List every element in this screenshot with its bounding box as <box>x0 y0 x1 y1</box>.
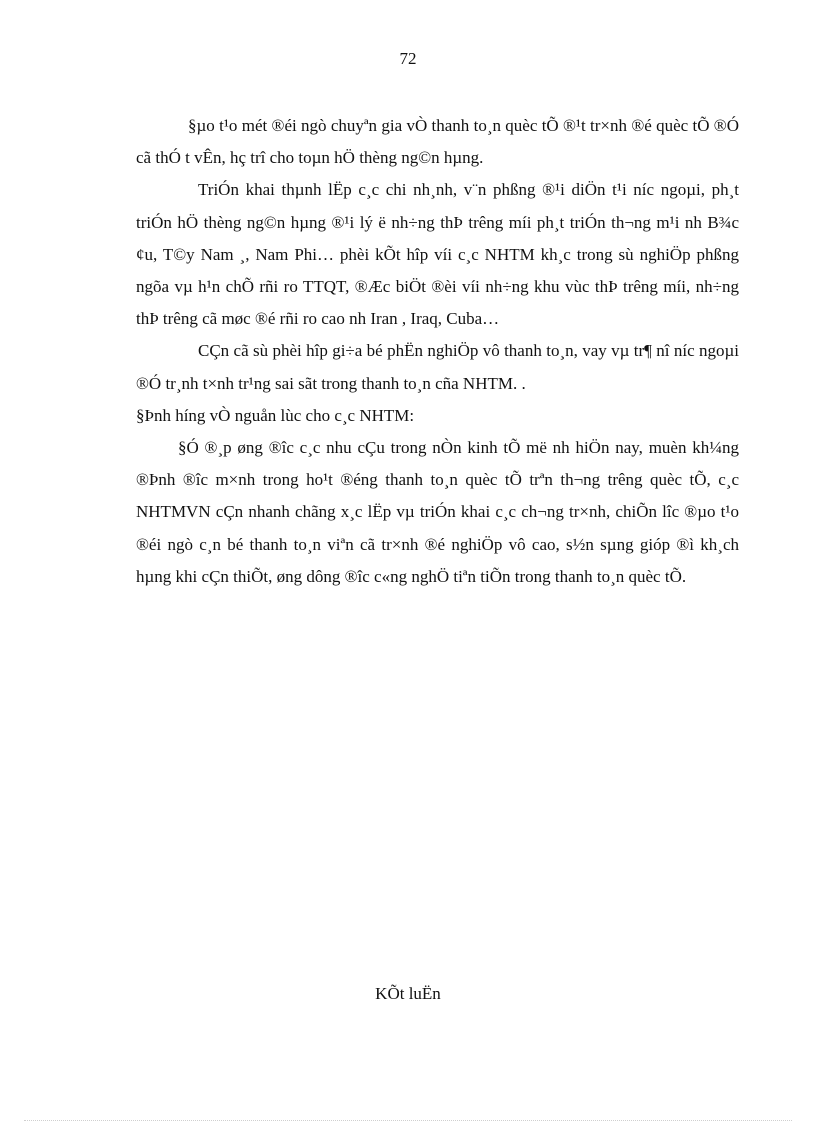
paragraph-resources: §Ó ®¸p øng ®îc c¸c nhu cÇu trong nÒn kinh tÕ më nh hiÖn nay, muèn kh¼ng ®Þnh ®îc m×nh trong ho¹t ®éng thanh to¸n quèc tÕ trªn th¬ng trêng quèc tÕ, c¸c NHTMVN cÇn nhanh chãng x¸c lËp vµ triÓn khai c¸c ch¬ng tr×nh, chiÕn lîc ®µo t¹o ®éi ngò c¸n bé thanh to¸n viªn cã tr×nh ®é nghiÖp vô cao, s½n sµng gióp ®ì kh¸ch hµng khi cÇn thiÕt, øng dông ®îc c«ng nghÖ tiªn tiÕn trong thanh to¸n quèc tÕ. <box>136 438 739 586</box>
paragraph-training: §µo t¹o mét ®éi ngò chuyªn gia vÒ thanh to¸n quèc tÕ ®¹t tr×nh ®é quèc tÕ ®Ó cã thÓ t vÊn, hç trî cho toµn hÖ thèng ng©n hµng. <box>136 116 739 168</box>
paragraph-resource-heading: §Þnh híng vÒ nguån lùc cho c¸c NHTM: <box>136 405 415 425</box>
conclusion-heading: KÕt luËn <box>375 984 441 1003</box>
paragraph-coordination: CÇn cã sù phèi hîp gi÷a bé phËn nghiÖp vô thanh to¸n, vay vµ tr¶ nî níc ngoµi ®Ó tr¸nh t×nh tr¹ng sai sãt trong thanh to¸n cña NHTM. . <box>136 341 739 393</box>
page-number: 72 <box>399 49 417 68</box>
paragraph-branches: TriÓn khai thµnh lËp c¸c chi nh¸nh, v¨n phßng ®¹i diÖn t¹i níc ngoµi, ph¸t triÓn hÖ thèng ng©n hµng ®¹i lý ë nh÷ng thÞ trêng míi ph¸t triÓn th¬ng m¹i nh B¾c ¢u, T©y Nam ¸, Nam Phi… phèi kÕt hîp víi c¸c NHTM kh¸c trong sù nghiÖp phßng ngõa vµ h¹n chÕ rñi ro TTQT, ®Æc biÖt ®èi víi nh÷ng khu vùc thÞ trêng míi, nh÷ng thÞ trêng cã møc ®é rñi ro cao nh Iran , Iraq, Cuba… <box>136 180 739 329</box>
document-body <box>136 110 739 593</box>
page-bottom-divider <box>24 1120 792 1121</box>
